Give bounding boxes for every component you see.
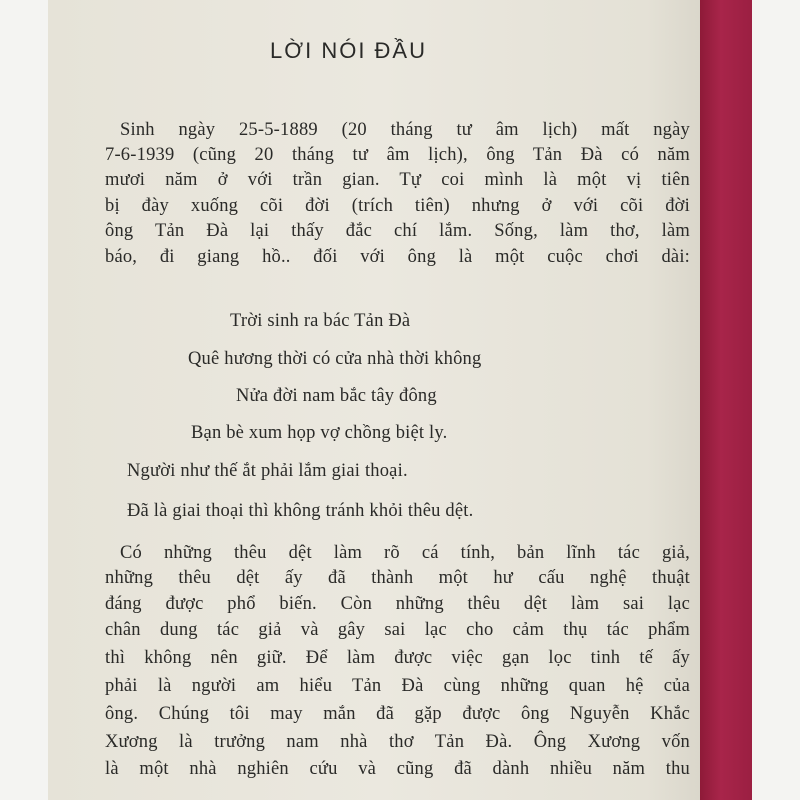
paragraph-line: chân dung tác giả và gây sai lạc cho cảm thụ tác phẩm [105,620,690,640]
paragraph-line: phải là người am hiểu Tản Đà cùng những quan hệ của [105,676,690,696]
paragraph-line: ông Tản Đà lại thấy đắc chí lắm. Sống, làm thơ, làm [105,221,690,241]
paragraph-line: là một nhà nghiên cứu và cũng đã dành nhiều năm thu [105,759,690,779]
poem-line: Nửa đời nam bắc tây đông [236,386,437,406]
paragraph-line: Có những thêu dệt làm rõ cá tính, bản lĩnh tác giả, [120,543,690,563]
page-title: LỜI NÓI ĐẦU [270,38,427,63]
paragraph-line: mươi năm ở với trần gian. Tự coi mình là một vị tiên [105,170,690,190]
poem-line: Bạn bè xum họp vợ chồng biệt ly. [191,423,448,443]
poem-line: Quê hương thời có cửa nhà thời không [188,349,482,369]
paragraph-line: ông. Chúng tôi may mắn đã gặp được ông Nguyễn Khắc [105,704,690,724]
paragraph-line: Người như thế ắt phải lắm giai thoại. [127,461,408,481]
paragraph-line: đáng được phổ biến. Còn những thêu dệt làm sai lạc [105,594,690,614]
paragraph-line: bị đày xuống cõi đời (trích tiên) nhưng ở với cõi đời [105,196,690,216]
paragraph-line: những thêu dệt ấy đã thành một hư cấu nghệ thuật [105,568,690,588]
paragraph-line: Xương là trưởng nam nhà thơ Tản Đà. Ông Xương vốn [105,732,690,752]
paragraph-line: Sinh ngày 25-5-1889 (20 tháng tư âm lịch) mất ngày [120,120,690,140]
paragraph-line: 7-6-1939 (cũng 20 tháng tư âm lịch), ông Tản Đà có năm [105,145,690,165]
book-cover-edge [700,0,752,800]
poem-line: Trời sinh ra bác Tản Đà [230,311,411,331]
paragraph-line: báo, đi giang hồ.. đối với ông là một cuộc chơi dài: [105,247,690,267]
paragraph-line: Đã là giai thoại thì không tránh khỏi thêu dệt. [127,501,474,521]
paragraph-line: thì không nên giữ. Để làm được việc gạn lọc tinh tế ấy [105,648,690,668]
